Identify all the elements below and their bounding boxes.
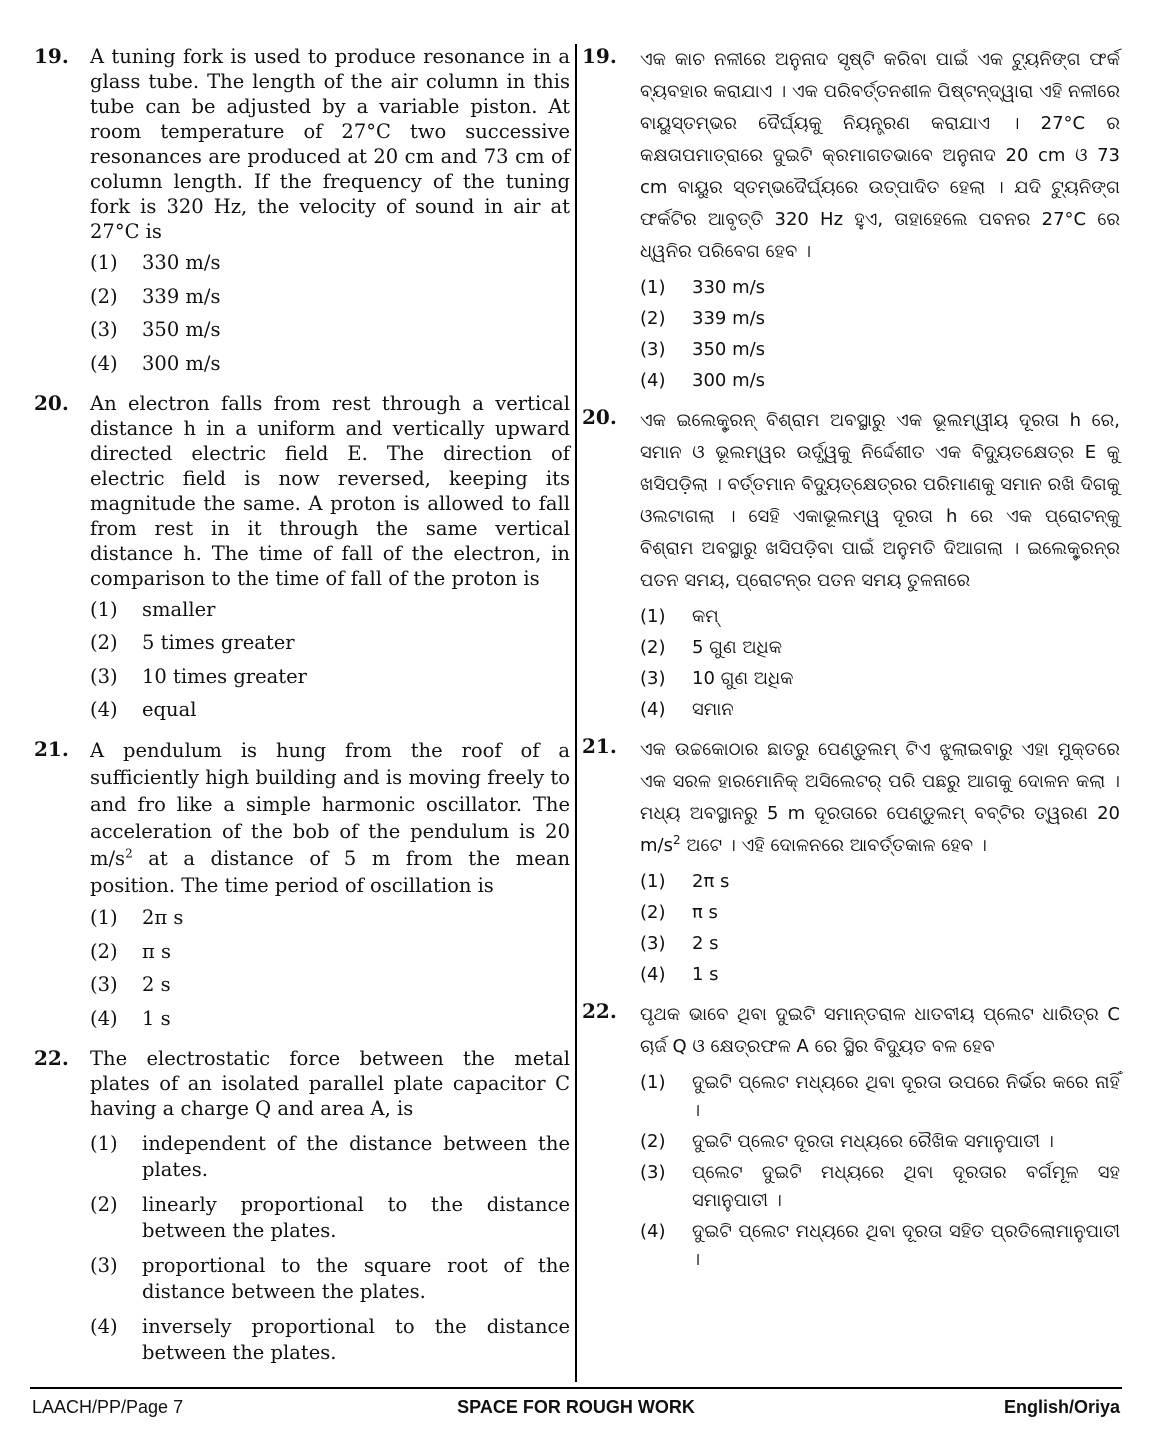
language-label: English/Oriya	[1003, 1397, 1120, 1417]
option-3[interactable]: (3) 2 s	[640, 933, 719, 954]
option-2[interactable]: (2) linearly proportional to the distance between the plates.	[90, 1192, 570, 1242]
question-21-or	[580, 734, 1120, 989]
question-20-or	[580, 405, 1120, 724]
options-list	[640, 274, 1120, 395]
question-text: ଏକ ଉଚ୍ଚକୋଠାର ଛାତରୁ ପେଣ୍ଡୁଲମ୍ ଟିଏ ଝୁଲାଇବାରୁ ଏହା ମୁକ୍ତରେ ଏକ ସରଳ ହାରମୋନିକ୍ ଅସିଲେଟର୍ ପରି ପଛରୁ ଆଗକୁ ଦୋଳନ କଲା । ମଧ୍ୟ ଅବସ୍ଥାନରୁ 5 m ଦୂରତାରେ ପେଣ୍ଡୁଲମ୍ ବବ୍‌ଟିର ତ୍ୱରଣ 20 $m/s^2$ ଅଟେ । ଏହି ଦୋଳନରେ ଆବର୍ତ୍ତକାଳ ହେବ ।	[640, 739, 1120, 856]
options-list	[640, 603, 1120, 724]
option-3[interactable]: (3) 350 m/s	[640, 339, 766, 360]
option-4[interactable]: (4) 1 s	[640, 964, 719, 985]
option-1[interactable]: (1) ଦୁଇଟି ପ୍ଲେଟ ମଧ୍ୟରେ ଥିବା ଦୂରତା ଉପରେ ନିର୍ଭର କରେ ନାହିଁ ।	[640, 1072, 1120, 1121]
option-4[interactable]: (4) equal	[90, 698, 197, 721]
option-1[interactable]: (1) 2π s	[90, 906, 184, 929]
option-4[interactable]: (4) ଦୁଇଟି ପ୍ଲେଟ ମଧ୍ୟରେ ଥିବା ଦୂରତା ସହିତ ପ୍ରତିଲୋମାନୁପାତୀ ।	[640, 1221, 1120, 1270]
question-19-or	[580, 44, 1120, 395]
oriya-column	[580, 44, 1120, 1277]
option-2[interactable]: (2) π s	[90, 939, 172, 963]
option-1[interactable]: (1) smaller	[90, 597, 216, 621]
option-4[interactable]: (4) 300 m/s	[640, 370, 766, 391]
footer-rule	[30, 1387, 1122, 1389]
question-text: An electron falls from rest through a vertical distance h in a uniform and vertically upward directed electric field E. The direction of electric field is now reversed, keeping its magnitude the same. A proton is allowed to fall from rest in it through the same vertical distance h. The time of fall of the electron, in comparison to the time of fall of the proton is	[90, 391, 570, 590]
option-1[interactable]: (1) 330 m/s	[90, 251, 221, 274]
option-4[interactable]: (4) inversely proportional to the distance between the plates.	[90, 1314, 570, 1364]
question-number: 22.	[34, 1045, 69, 1070]
english-column	[30, 44, 570, 1373]
option-4[interactable]: (4) 300 m/s	[90, 351, 221, 375]
question-text: A pendulum is hung from the roof of a sufficiently high building and is moving freely to and fro like a simple harmonic oscillator. The acceleration of the bob of the pendulum is 20 $m/s^2$ at a distance of 5 m from the mean position. The time period of oscillation is	[90, 739, 570, 897]
question-text: A tuning fork is used to produce resonance in a glass tube. The length of the air column in this tube can be adjusted by a variable piston. At room temperature of 27°C two successive resonances are produced at 20 cm and 73 cm of column length. If the frequency of the tuning fork is 320 Hz, the velocity of sound in air at 27°C is	[90, 45, 570, 243]
option-1[interactable]: (1) independent of the distance between the plates.	[90, 1131, 570, 1181]
option-1[interactable]: (1) 330 m/s	[640, 277, 766, 298]
question-22-or	[580, 999, 1120, 1274]
question-number: 22.	[582, 999, 617, 1023]
option-4[interactable]: (4) ସମାନ	[640, 699, 734, 720]
question-text: The electrostatic force between the metal plates of an isolated parallel plate capacitor C having a charge Q and area A, is	[90, 1046, 570, 1120]
option-2[interactable]: (2) 5 ଗୁଣ ଅଧିକ	[640, 637, 783, 658]
options-list	[90, 250, 570, 377]
option-3[interactable]: (3) 10 ଗୁଣ ଅଧିକ	[640, 668, 794, 689]
question-number: 20.	[582, 405, 617, 429]
question-19-en	[30, 44, 570, 377]
question-20-en	[30, 391, 570, 724]
option-2[interactable]: (2) 339 m/s	[640, 308, 766, 329]
options-list	[640, 868, 1120, 989]
option-4[interactable]: (4) 1 s	[90, 1006, 171, 1030]
question-number: 19.	[34, 44, 69, 68]
column-divider	[575, 44, 577, 1382]
question-number: 19.	[582, 44, 617, 68]
option-2[interactable]: (2) 5 times greater	[90, 631, 295, 654]
options-list	[640, 1069, 1120, 1274]
question-number: 20.	[34, 390, 69, 415]
options-list	[90, 597, 570, 724]
question-text: ପୃଥକ ଭାବେ ଥିବା ଦୁଇଟି ସମାନ୍ତରାଳ ଧାତବୀୟ ପ୍ଲେଟ ଧାରିତ୍ର C ଚାର୍ଜ Q ଓ କ୍ଷେତ୍ରଫଳ A ରେ ସ୍ଥିର ବିଦ୍ୟୁତ ବଳ ହେବ	[640, 1004, 1120, 1057]
question-21-en	[30, 737, 570, 1032]
options-list	[90, 905, 570, 1032]
options-list	[90, 1131, 570, 1366]
question-number: 21.	[582, 734, 617, 758]
option-3[interactable]: (3) proportional to the square root of the distance between the plates.	[90, 1253, 570, 1303]
option-3[interactable]: (3) 10 times greater	[90, 664, 307, 688]
option-1[interactable]: (1) 2π s	[640, 871, 730, 892]
rough-work-label: SPACE FOR ROUGH WORK	[457, 1397, 695, 1417]
option-1[interactable]: (1) କମ୍	[640, 606, 719, 627]
page-label: LAACH/PP/Page 7	[32, 1397, 184, 1417]
option-2[interactable]: (2) ଦୁଇଟି ପ୍ଲେଟ ଦୂରତା ମଧ୍ୟରେ ରୈଖିକ ସମାନୁପାତୀ ।	[640, 1131, 1054, 1152]
option-2[interactable]: (2) 339 m/s	[90, 284, 221, 308]
question-text: ଏକ ଇଲେକ୍ଟ୍ରନ୍ ବିଶ୍ରାମ ଅବସ୍ଥାରୁ ଏକ ଭୂଲମ୍ୱୀୟ ଦୂରତା h ରେ, ସମାନ ଓ ଭୂଲମ୍ୱର ଉର୍ଦ୍ଧ୍ୱକୁ ନିର୍ଦ୍ଦେଶୀତ ଏକ ବିଦ୍ୟୁତକ୍ଷେତ୍ର E କୁ ଖସିପଡ଼ିଲା । ବର୍ତ୍ତମାନ ବିଦ୍ୟୁତ୍‌କ୍ଷେତ୍ରର ପରିମାଣକୁ ସମାନ ରଖି ଦିଗକୁ ଓଲଟାଗଲା । ସେହି ଏକାଭୂଲମ୍ୱ ଦୂରତା h ରେ ଏକ ପ୍ରୋଟନ୍‌କୁ ବିଶ୍ରାମ ଅବସ୍ଥାରୁ ଖସିପଡ଼ିବା ପାଇଁ ଅନୁମତି ଦିଆଗଲା । ଇଲେକ୍ଟ୍ରନ୍‌ର ପତନ ସମୟ, ପ୍ରୋଟନ୍‌ର ପତନ ସମୟ ତୁଳନାରେ	[640, 410, 1120, 591]
option-2[interactable]: (2) π s	[640, 902, 718, 923]
option-3[interactable]: (3) ପ୍ଲେଟ ଦୁଇଟି ମଧ୍ୟରେ ଥିବା ଦୂରତାର ବର୍ଗମୂଳ ସହ ସମାନୁପାତୀ ।	[640, 1162, 1120, 1211]
question-text: ଏକ କାଚ ନଳୀରେ ଅନୁନାଦ ସୃଷ୍ଟି କରିବା ପାଇଁ ଏକ ଟ୍ୟୁନିଙ୍ଗ ଫର୍କ ବ୍ୟବହାର କରାଯାଏ । ଏକ ପରିବର୍ତ୍ତନଶୀଳ ପିଷ୍ଟନ୍‌ଦ୍ୱାରା ଏହି ନଳୀରେ ବାୟୁସ୍ତମ୍ଭର ଦୈର୍ଘ୍ୟକୁ ନିୟନ୍ତ୍ରଣ କରାଯାଏ । 27°C ର କକ୍ଷତାପମାତ୍ରାରେ ଦୁଇଟି କ୍ରମାଗତଭାବେ ଅନୁନାଦ 20 cm ଓ 73 cm ବାୟୁର ସ୍ତମ୍ଭଦୈର୍ଘ୍ୟରେ ଉତ୍ପାଦିତ ହେଲା । ଯଦି ଟ୍ୟୁନିଙ୍ଗ ଫର୍କଟିର ଆବୃତ୍ତି 320 Hz ହୁଏ, ତାହାହେଲେ ପବନର 27°C ରେ ଧ୍ୱନିର ପରିବେଗ ହେବ ।	[640, 49, 1120, 262]
option-3[interactable]: (3) 2 s	[90, 973, 171, 996]
question-22-en	[30, 1046, 570, 1366]
option-3[interactable]: (3) 350 m/s	[90, 318, 221, 341]
question-number: 21.	[34, 737, 69, 761]
